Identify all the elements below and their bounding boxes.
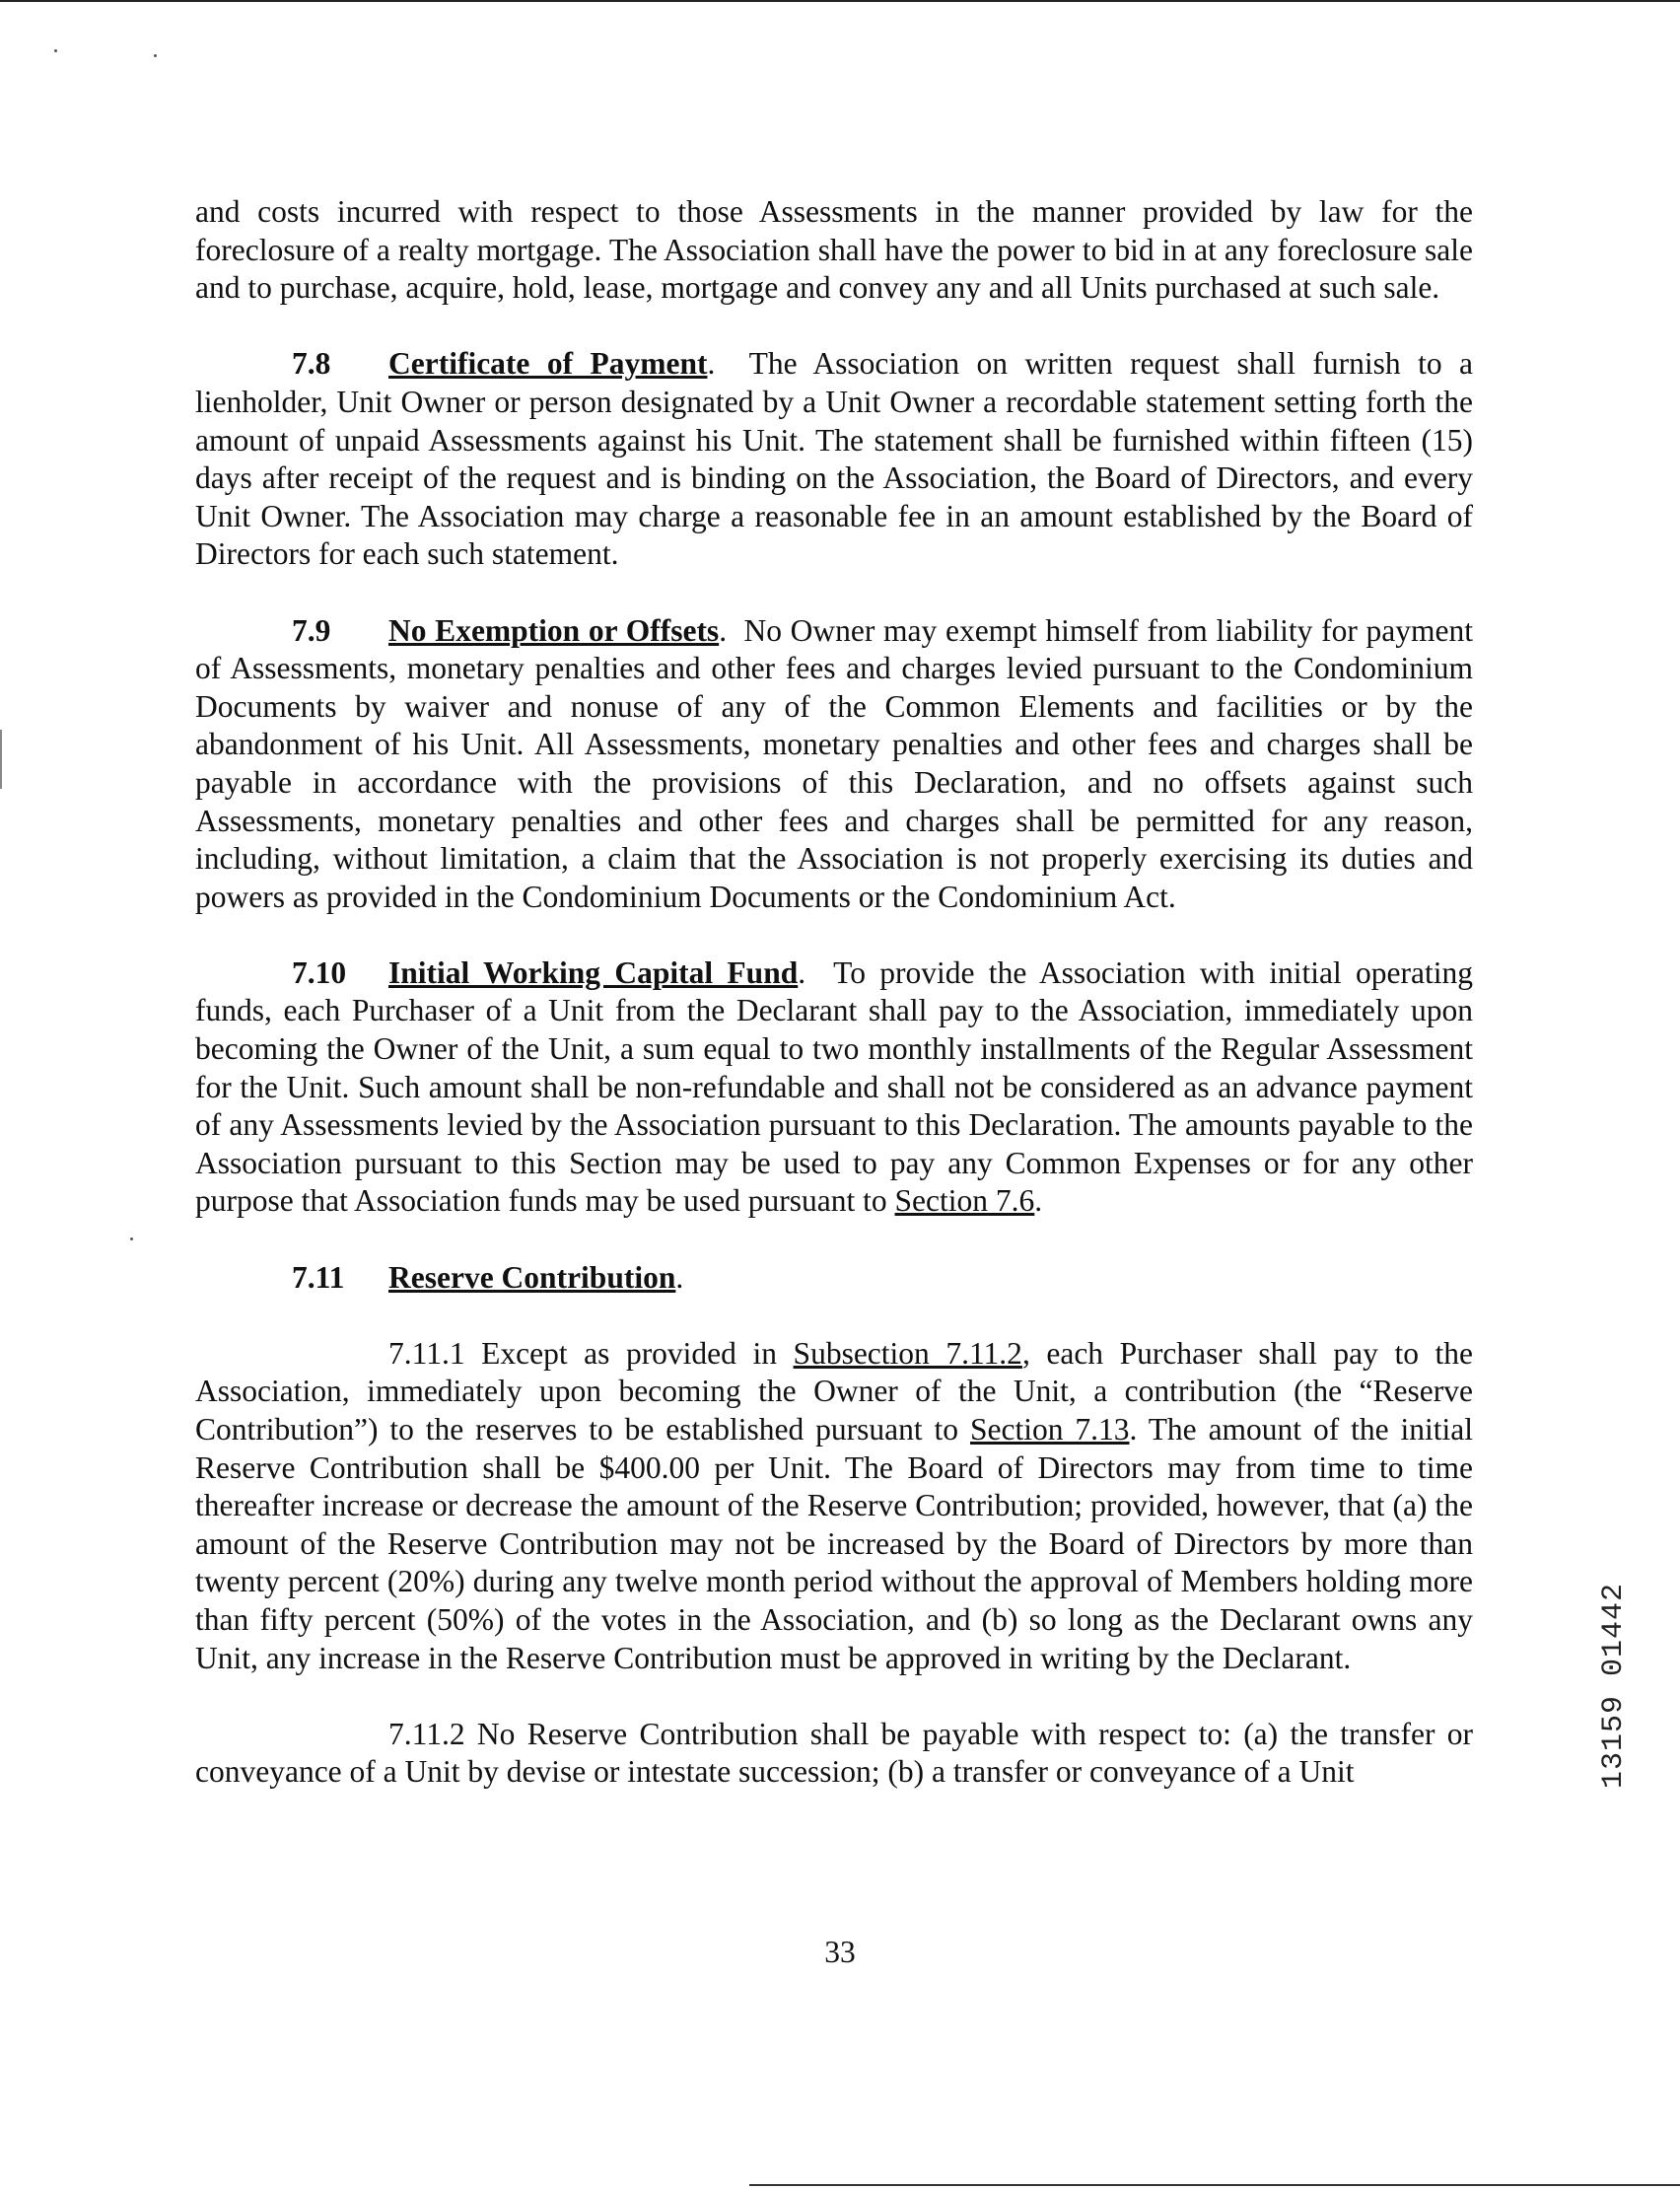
bottom-scan-edge	[749, 2184, 1680, 2186]
section-title: No Exemption or Offsets	[388, 612, 720, 648]
subsection-text: , each Purchaser shall pay to the Association, immediately upon becoming the Owner of the Unit, a contribution (the “Reserve Contribution”) to the reserves to be established pursuant to	[195, 1335, 1474, 1447]
section-number: 7.11	[292, 1259, 345, 1295]
section-title-tail: .	[675, 1259, 684, 1295]
section-text: No Owner may exempt himself from liability for payment of Assessments, monetary penalties and other fees and charges levied pursuant to the Condominium Documents by waiver and nonuse of any of the Common Elements and facilities or by the abandonment of his Unit. All Assessments, monetary penalties and other fees and charges shall be payable in accordance with the provisions of this Declaration, and no offsets against such Assessments, monetary penalties and other fees and charges shall be permitted for any reason, including, without limitation, a claim that the Association is not properly exercising its duties and powers as provided in the Condominium Documents or the Condominium Act.	[195, 612, 1474, 914]
section-title: Initial Working Capital Fund	[388, 954, 799, 990]
recording-stamp: 13159 01442	[1597, 1583, 1631, 1790]
document-body	[195, 193, 1473, 1830]
left-scan-mark	[0, 730, 2, 789]
subsection-7-11-2: 7.11.2 No Reserve Contribution shall be payable with respect to: (a) the transfer or conveyance of a Unit by devise or intestate succession; (b) a transfer or conveyance of a Unit	[195, 1716, 1473, 1790]
section-ref-tail: .	[1034, 1183, 1043, 1219]
section-number: 7.10	[292, 954, 347, 990]
scan-speck	[130, 1237, 133, 1240]
subsection-7-11-1	[195, 1335, 1473, 1677]
intro-paragraph: and costs incurred with respect to those Assessments in the manner provided by law for the foreclosure of a realty mortgage. The Association shall have the power to bid in at any foreclosure sale and to purchase, acquire, hold, lease, mortgage and convey any and all Units purchased at such sale.	[195, 194, 1473, 306]
section-7-10: 7.10 Initial Working Capital Fund. To provide the Association with initial operating funds, each Purchaser of a Unit from the Declarant shall pay to the Association, immediately upon becoming the Owner of the Unit, a sum equal to two monthly installments of the Regular Assessment for the Unit. Such amount shall be non-refundable and shall not be considered as an advance payment of any Assessments levied by the Association pursuant to this Declaration. The amounts payable to the Association pursuant to this Section may be used to pay any Common Expenses or for any other purpose that Association funds may be used pursuant to Section 7.6.	[195, 954, 1473, 1219]
section-text: To provide the Association with initial operating funds, each Purchaser of a Unit from the Declarant shall pay to the Association, immediately upon becoming the Owner of the Unit, a sum equal to two monthly installments of the Regular Assessment for the Unit. Such amount shall be non-refundable and shall not be considered as an advance payment of any Assessments levied by the Association pursuant to this Declaration. The amounts payable to the Association pursuant to this Section may be used to pay any Common Expenses or for any other purpose that Association funds may be used pursuant to	[195, 954, 1473, 1219]
subsection-tail: . The amount of the initial Reserve Contribution shall be $400.00 per Unit. The Board of Directors may from time to time thereafter increase or decrease the amount of the Reserve Contribution; provided, however, that (a) the amount of the Reserve Contribution may not be increased by the Board of Directors by more than twenty percent (20%) during any twelve month period without the approval of Members holding more than fifty percent (50%) of the votes in the Association, and (b) so long as the Declarant owns any Unit, any increase in the Reserve Contribution must be approved in writing by the Declarant.	[195, 1412, 1473, 1675]
section-reference: Section 7.13	[969, 1412, 1130, 1447]
section-reference: Section 7.6	[894, 1183, 1035, 1219]
page-number: 33	[824, 1935, 856, 1969]
scan-speck	[54, 49, 57, 52]
subsection-reference: Subsection 7.11.2	[793, 1335, 1022, 1371]
scan-speck	[154, 54, 157, 57]
section-number: 7.8	[292, 346, 331, 382]
section-number: 7.9	[292, 612, 331, 648]
subsection-lead: 7.11.1 Except as provided in	[388, 1335, 777, 1371]
top-scan-edge	[0, 0, 1680, 2]
section-title: Reserve Contribution	[388, 1259, 676, 1295]
section-text: The Association on written request shall furnish to a lienholder, Unit Owner or person designated by a Unit Owner a recordable statement setting forth the amount of unpaid Assessments against his Unit. The statement shall be furnished within fifteen (15) days after receipt of the request and is binding on the Association, the Board of Directors, and every Unit Owner. The Association may charge a reasonable fee in an amount established by the Board of Directors for each such statement.	[195, 346, 1474, 572]
section-7-11	[195, 1259, 1473, 1298]
section-7-9: 7.9 No Exemption or Offsets. No Owner may exempt himself from liability for payment of Assessments, monetary penalties and other fees and charges levied pursuant to the Condominium Documents by waiver and nonuse of any of the Common Elements and facilities or by the abandonment of his Unit. All Assessments, monetary penalties and other fees and charges shall be payable in accordance with the provisions of this Declaration, and no offsets against such Assessments, monetary penalties and other fees and charges shall be permitted for any reason, including, without limitation, a claim that the Association is not properly exercising its duties and powers as provided in the Condominium Documents or the Condominium Act.	[195, 612, 1474, 914]
section-title: Certificate of Payment	[388, 346, 708, 382]
section-7-8: 7.8 Certificate of Payment. The Association on written request shall furnish to a lienholder, Unit Owner or person designated by a Unit Owner a recordable statement setting forth the amount of unpaid Assessments against his Unit. The statement shall be furnished within fifteen (15) days after receipt of the request and is binding on the Association, the Board of Directors, and every Unit Owner. The Association may charge a reasonable fee in an amount established by the Board of Directors for each such statement.	[195, 346, 1474, 572]
